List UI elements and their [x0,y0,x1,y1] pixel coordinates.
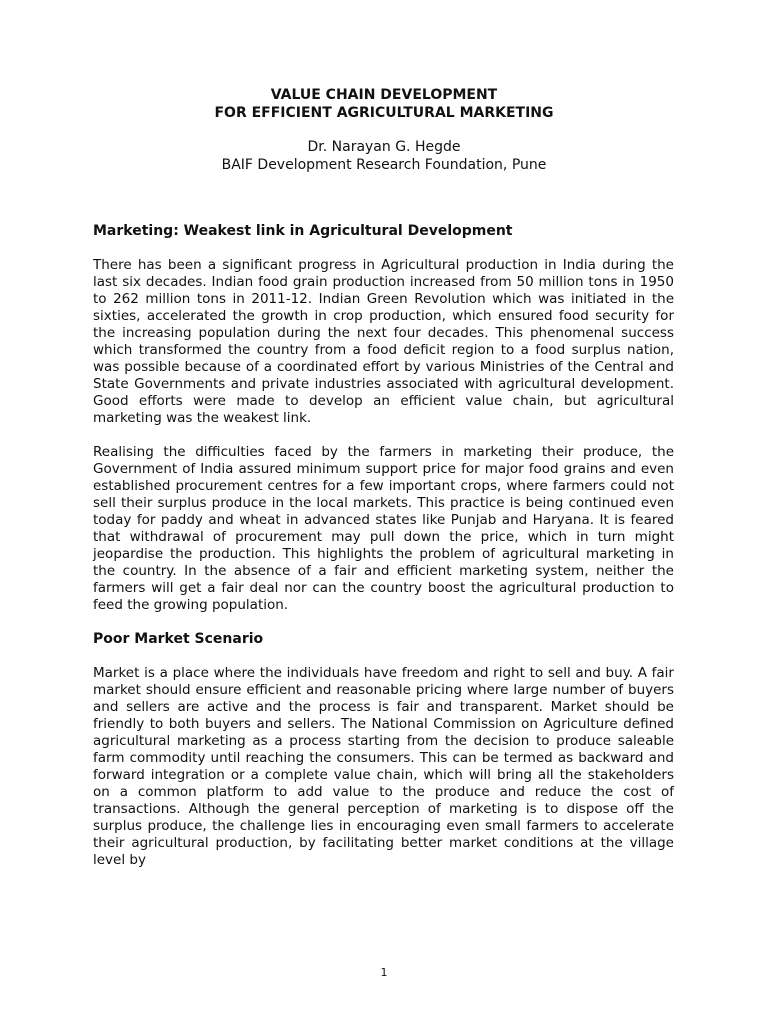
author-block [0,138,768,174]
document-title-line-2: FOR EFFICIENT AGRICULTURAL MARKETING [214,105,554,121]
page-number: 1 [380,966,388,979]
document-body [93,222,674,869]
section-heading: Marketing: Weakest link in Agricultural Development [93,223,513,239]
section-heading: Poor Market Scenario [93,631,264,647]
document-title-line-1: VALUE CHAIN DEVELOPMENT [270,87,498,103]
body-paragraph: There has been a significant progress in Agricultural production in India during the last six decades. Indian food grain production increased from 50 million tons in 1950 to 262 million tons in 2011-12. Indian Green Revolution which was initiated in the sixties, accelerated the growth in crop production, which ensured food security for the increasing population during the next four decades. This phenomenal success which transformed the country from a food deficit region to a food surplus nation, was possible because of a coordinated effort by various Ministries of the Central and State Governments and private industries associated with agricultural development. Good efforts were made to develop an efficient value chain, but agricultural marketing was the weakest link. [93,257,674,426]
author-affiliation: BAIF Development Research Foundation, Pune [221,157,547,173]
body-paragraph: Realising the difficulties faced by the farmers in marketing their produce, the Government of India assured minimum support price for major food grains and even established procurement centres for a few important crops, where farmers could not sell their surplus produce in the local markets. This practice is being continued even today for paddy and wheat in advanced states like Punjab and Haryana. It is feared that withdrawal of procurement may pull down the price, which in turn might jeopardise the production. This highlights the problem of agricultural marketing in the country. In the absence of a fair and efficient marketing system, neither the farmers will get a fair deal nor can the country boost the agricultural production to feed the growing population. [93,444,674,613]
body-paragraph: Market is a place where the individuals have freedom and right to sell and buy. A fair market should ensure efficient and reasonable pricing where large number of buyers and sellers are active and the process is fair and transparent. Market should be friendly to both buyers and sellers. The National Commission on Agriculture defined agricultural marketing as a process starting from the decision to produce saleable farm commodity until reaching the consumers. This can be termed as backward and forward integration or a complete value chain, which will bring all the stakeholders on a common platform to add value to the produce and reduce the cost of transactions. Although the general perception of marketing is to dispose off the surplus produce, the challenge lies in encouraging even small farmers to accelerate their agricultural production, by facilitating better market conditions at the village level by [93,665,674,868]
title-block [0,86,768,174]
author-name: Dr. Narayan G. Hegde [307,139,461,155]
